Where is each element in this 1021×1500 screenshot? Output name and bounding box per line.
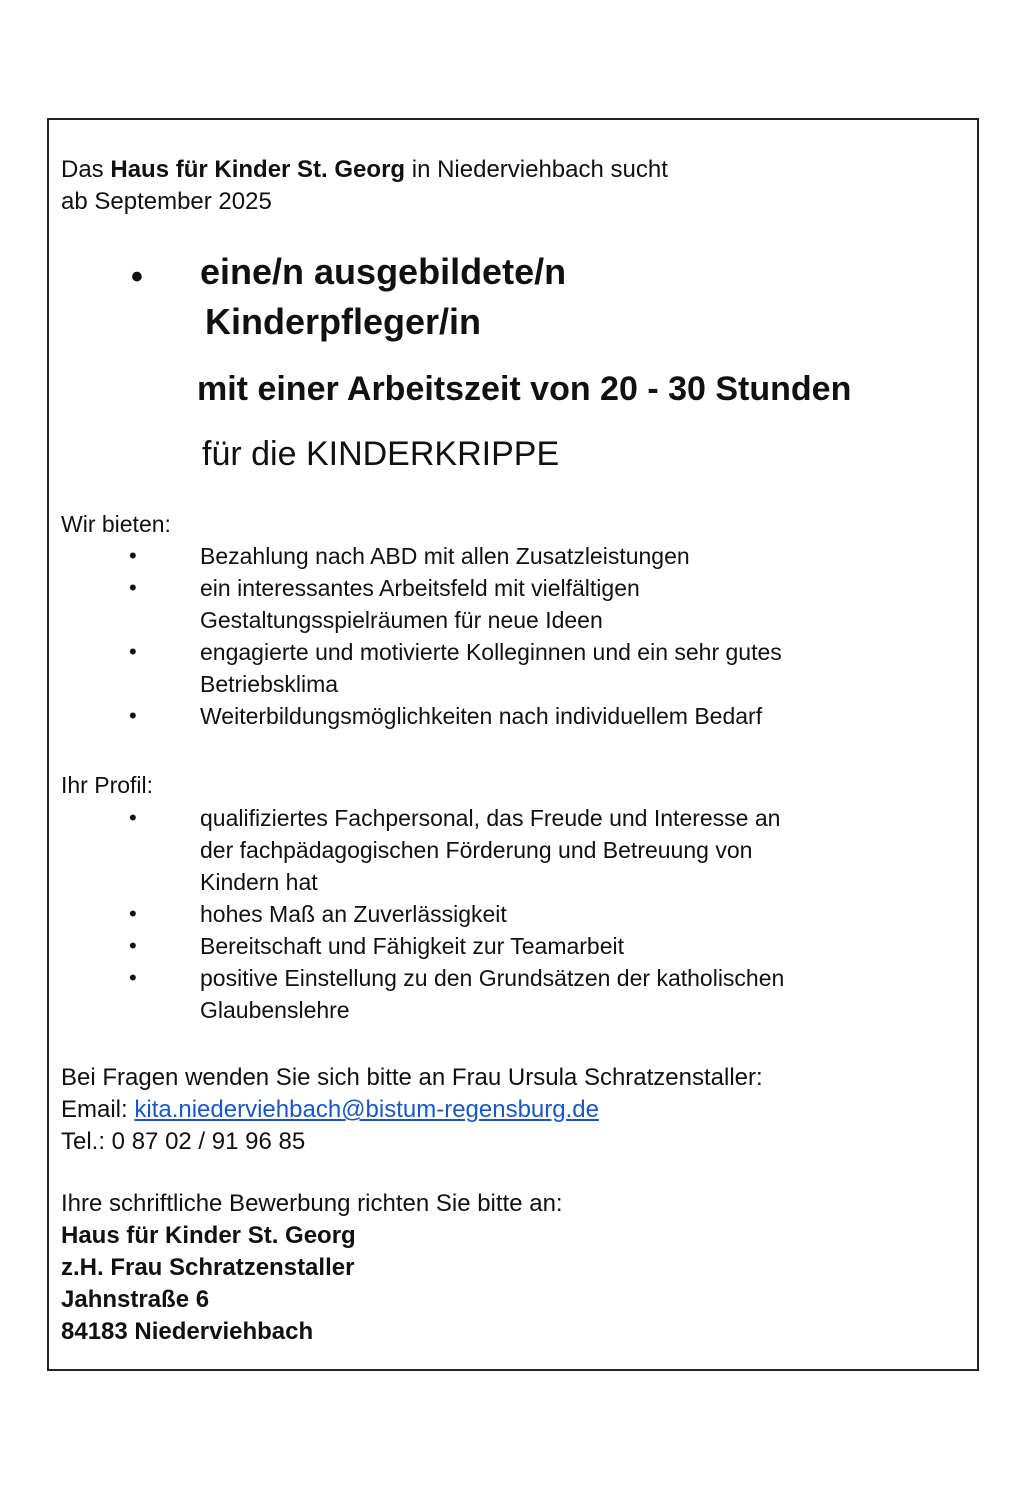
list-item: • ein interessantes Arbeitsfeld mit vielfältigen Gestaltungsspielräumen für neue Ideen (49, 572, 949, 636)
intro-line-1 (61, 154, 668, 186)
position-title-line-2: Kinderpfleger/in (205, 301, 482, 342)
phone-line: Tel.: 0 87 02 / 91 96 85 (61, 1128, 306, 1155)
bullet-dot: • (129, 933, 137, 958)
profile-heading: Ihr Profil: (61, 772, 154, 798)
profile-list (49, 802, 949, 1026)
position-bullet: • (131, 258, 143, 296)
address-attention: z.H. Frau Schratzenstaller (61, 1254, 355, 1281)
intro-suffix: in Niederviehbach sucht (405, 156, 668, 183)
offer-list (49, 540, 949, 732)
contact-block (61, 1062, 763, 1158)
bullet-dot: • (129, 965, 137, 990)
list-item: • Weiterbildungsmöglichkeiten nach individuellem Bedarf (49, 700, 949, 732)
job-ad-frame (47, 118, 979, 1371)
intro-prefix: Das (61, 156, 111, 183)
application-block (61, 1188, 563, 1348)
list-item: • positive Einstellung zu den Grundsätzen der katholischen Glaubenslehre (49, 962, 949, 1026)
department: für die KINDERKRIPPE (202, 435, 560, 473)
bullet-dot: • (129, 901, 137, 926)
address-street: Jahnstraße 6 (61, 1286, 210, 1313)
offer-heading: Wir bieten: (61, 511, 171, 537)
address-city: 84183 Niederviehbach (61, 1318, 314, 1345)
email-label: Email: (61, 1096, 135, 1123)
bullet-dot: • (129, 575, 137, 600)
application-intro: Ihre schriftliche Bewerbung richten Sie bitte an: (61, 1190, 563, 1217)
bullet-dot: • (129, 543, 137, 568)
position-title-line-1: eine/n ausgebildete/n (200, 251, 567, 292)
list-item: • engagierte und motivierte Kolleginnen und ein sehr gutes Betriebsklima (49, 636, 949, 700)
org-name: Haus für Kinder St. Georg (110, 156, 406, 183)
bullet-dot: • (129, 703, 137, 728)
bullet-dot: • (129, 805, 137, 830)
list-item: • hohes Maß an Zuverlässigkeit (49, 898, 949, 930)
address-name: Haus für Kinder St. Georg (61, 1222, 356, 1249)
email-line (61, 1094, 763, 1126)
email-link[interactable]: kita.niederviehbach@bistum-regensburg.de (134, 1096, 599, 1123)
working-hours: mit einer Arbeitszeit von 20 - 30 Stunden (197, 370, 852, 408)
intro-line-2: ab September 2025 (61, 188, 272, 215)
list-item: • qualifiziertes Fachpersonal, das Freude und Interesse an der fachpädagogischen Förderung und Betreuung von Kindern hat (49, 802, 949, 898)
intro-text (61, 154, 668, 218)
list-item: • Bereitschaft und Fähigkeit zur Teamarbeit (49, 930, 949, 962)
bullet-dot: • (129, 639, 137, 664)
list-item: • Bezahlung nach ABD mit allen Zusatzleistungen (49, 540, 949, 572)
contact-line: Bei Fragen wenden Sie sich bitte an Frau Ursula Schratzenstaller: (61, 1064, 763, 1091)
